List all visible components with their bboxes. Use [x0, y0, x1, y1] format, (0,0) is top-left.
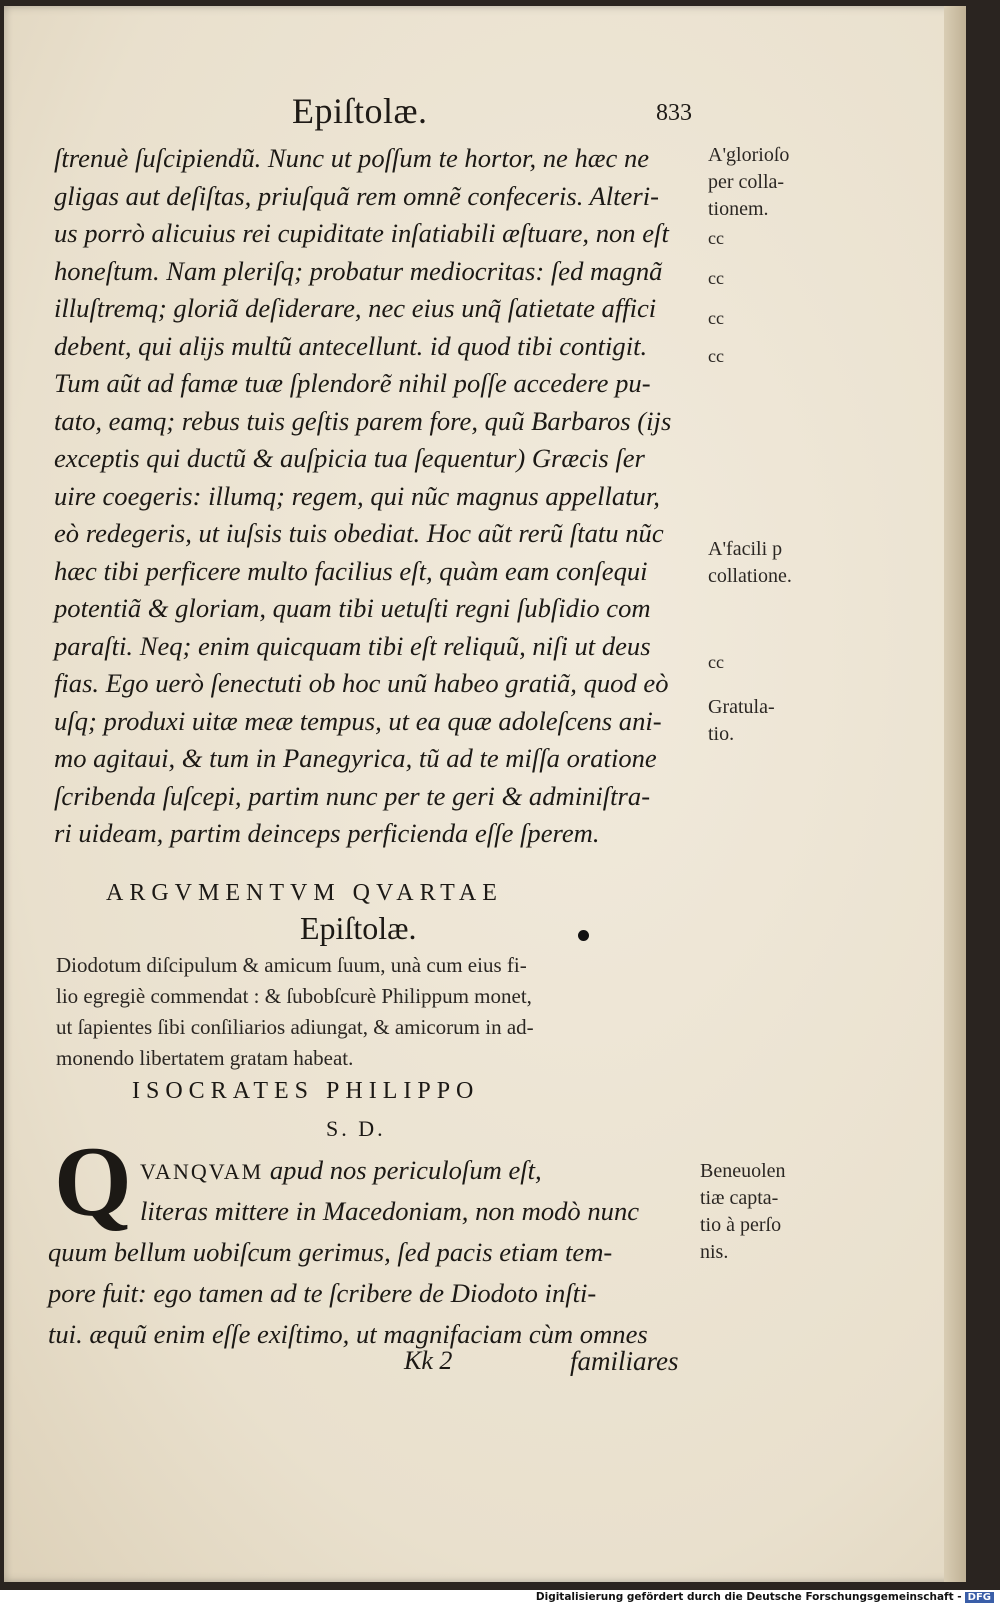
text-line: eò redegeris, ut iuſsis tuis obediat. Hoc aũt rerũ ſtatu nũc	[54, 518, 664, 548]
credit-text: Digitalisierung gefördert durch die Deutsche Forschungsgemeinschaft -	[535, 1591, 962, 1603]
letter-first-word: VANQVAM	[140, 1159, 264, 1184]
argument-text-block	[56, 950, 696, 1074]
text-line: ri uideam, partim deinceps perficienda eſſe ſperem.	[54, 818, 600, 848]
argument-line: Diodotum diſcipulum & amicum ſuum, unà cum eius fi-	[56, 953, 527, 977]
text-line: potentiã & gloriam, quam tibi uetuſti regni ſubſidio com	[54, 593, 651, 623]
drop-cap: Q	[54, 1126, 132, 1237]
main-text-block	[54, 140, 704, 853]
letter-text-block	[48, 1150, 688, 1355]
margin-note-line: Gratula-	[708, 696, 775, 718]
signature-mark: Kk 2	[404, 1346, 453, 1375]
margin-note-line: tiæ capta-	[700, 1187, 779, 1209]
margin-note-line: tio.	[708, 723, 735, 745]
letter-first-line-rest: apud nos periculoſum eſt,	[269, 1155, 542, 1185]
letter-line: tui. æquũ enim eſſe exiſtimo, ut magnifaciam cùm omnes	[48, 1319, 648, 1349]
margin-note-line: per colla-	[708, 171, 785, 193]
margin-note-line: collatione.	[708, 565, 792, 587]
letter-line: pore fuit: ego tamen ad te ſcribere de Diodoto inſti-	[48, 1278, 597, 1308]
margin-note-3	[708, 694, 775, 748]
argument-line: lio egregiè commendat : & ſubobſcurè Philippum monet,	[56, 984, 532, 1008]
text-line: Tum aũt ad famæ tuæ ſplendorẽ nihil poſſe accedere pu-	[54, 368, 651, 398]
page-edge	[944, 6, 966, 1582]
text-line: illuſtremq; gloriã deſiderare, nec eius unq̃ ſatietate affici	[54, 293, 657, 323]
margin-note-line: A'glorioſo	[708, 144, 790, 166]
text-line: uire coegeris: illumq; regem, qui nũc magnus appellatur,	[54, 480, 660, 511]
text-line: us porrò alicuius rei cupiditate inſatiabili æſtuare, non eſt	[54, 218, 669, 248]
letter-line: quum bellum uobiſcum gerimus, ſed pacis etiam tem-	[48, 1237, 613, 1267]
quote-mark: cc	[708, 268, 724, 288]
text-line: debent, qui alijs multũ antecellunt. id quod tibi contigit.	[54, 330, 648, 361]
argument-line: monendo libertatem gratam habeat.	[56, 1046, 354, 1070]
margin-note-2	[708, 536, 792, 590]
margin-note-line: tio à perſo	[700, 1214, 782, 1236]
page-number: 833	[656, 100, 692, 126]
text-line: uſq; produxi uitæ meæ tempus, ut ea quæ adoleſcens ani-	[54, 705, 662, 736]
text-line: mo agitaui, & tum in Panegyrica, tũ ad te miſſa oratione	[54, 743, 657, 773]
quote-mark: cc	[708, 308, 724, 328]
margin-note-1	[708, 142, 789, 223]
text-line: honeſtum. Nam pleriſq; probatur mediocritas: ſed magnã	[54, 255, 663, 286]
text-line: fias. Ego uerò ſenectuti ob hoc unũ habeo gratiã, quod eò	[54, 668, 669, 698]
quote-mark: cc	[708, 652, 724, 672]
margin-note-line: Beneuolen	[700, 1160, 786, 1182]
argument-title: ARGVMENTVM QVARTAE	[106, 880, 503, 906]
margin-note-line: A'facili p	[708, 538, 783, 560]
text-line: ſcribenda ſuſcepi, partim nunc per te geri & adminiſtra-	[54, 780, 651, 811]
text-line: ſtrenuè ſuſcipiendũ. Nunc ut poſſum te hortor, ne hæc ne	[54, 143, 650, 173]
margin-note-line: nis.	[700, 1241, 729, 1263]
catchword: familiares	[570, 1346, 679, 1376]
margin-note-4	[700, 1158, 786, 1266]
page-header	[4, 90, 966, 136]
text-line: tato, eamq; rebus tuis geſtis parem fore, quũ Barbaros (ijs	[54, 405, 672, 436]
argument-line: ut ſapientes ſibi conſiliarios adiungat, & amicorum in ad-	[56, 1015, 534, 1039]
digitization-credit	[536, 1591, 994, 1603]
argument-subtitle: Epiſtolæ.	[300, 910, 417, 946]
quote-mark: cc	[708, 346, 724, 366]
quote-mark: cc	[708, 228, 724, 248]
salutation-heading: ISOCRATES PHILIPPO	[132, 1078, 480, 1104]
salutation-sd: S. D.	[326, 1116, 386, 1141]
letter-first-line	[48, 1150, 688, 1191]
text-line: paraſti. Neq; enim quicquam tibi eſt reliquũ, niſi ut deus	[54, 630, 651, 661]
book-page	[4, 6, 966, 1582]
margin-note-line: tionem.	[708, 198, 769, 220]
text-line: exceptis qui ductũ & auſpicia tua ſequentur) Græcis ſer	[54, 443, 645, 473]
running-head: Epiſtolæ.	[292, 91, 428, 131]
text-line: gligas aut deſiſtas, priuſquã rem omnẽ confeceris. Alteri-	[54, 180, 659, 211]
letter-line: literas mittere in Macedoniam, non modò nunc	[140, 1196, 640, 1226]
ink-blot	[578, 930, 589, 941]
text-line: hæc tibi perficere multo facilius eſt, quàm eam conſequi	[54, 555, 648, 586]
dfg-logo: DFG	[965, 1592, 994, 1603]
